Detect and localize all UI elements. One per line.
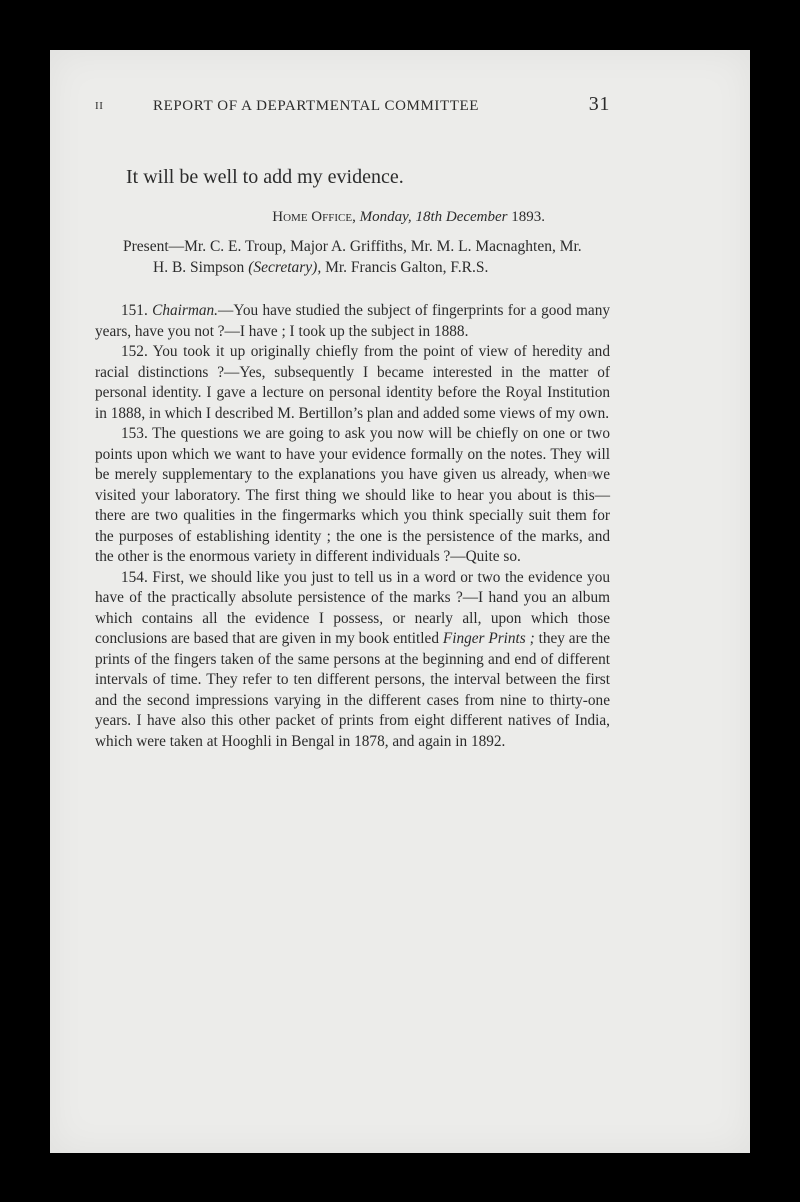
paragraph-text: The questions we are going to ask you now will be chiefly on one or two points upon which we want to have your evidence formally on the notes. They will be merely supplementary to the explanations you have given us already, when we visited your laboratory. The first thing we should like to hear you about is this—there are two qualities in the fingermarks which you think specially suit them for the purposes of establishing identity ; the one is the persistence of the marks, and the other is the enormous variety in different individuals ?—Quite so. <box>95 425 610 565</box>
session-date-ordinal: 18th <box>415 209 443 225</box>
session-month: December <box>445 209 508 225</box>
body-text <box>95 301 610 752</box>
paragraph-154 <box>95 568 610 753</box>
session-line <box>0 209 545 226</box>
running-head <box>95 93 610 117</box>
paragraph-number: 152. <box>121 343 148 360</box>
speaker-label: Chairman. <box>152 302 219 319</box>
paragraph-text: First, we should like you just to tell us in a word or two the evidence you have of the practically absolute persistence of the marks ?—I hand you an album which contains all the evidence I possess, or nearly all, upon which those conclusions are based that are given in my book entitled <box>95 568 610 647</box>
paragraph-number: 151. <box>121 302 148 319</box>
session-place: Home Office, <box>272 209 356 225</box>
present-members-tail: Mr. Francis Galton, F.R.S. <box>325 258 489 276</box>
session-date <box>415 209 507 225</box>
paragraph-number: 154. <box>121 568 148 586</box>
running-title: REPORT OF A DEPARTMENTAL COMMITTEE <box>153 98 480 114</box>
paragraph-153 <box>95 424 610 568</box>
paragraph-number: 153. <box>121 425 148 442</box>
session-year: 1893. <box>511 209 545 225</box>
section-heading: It will be well to add my evidence. <box>126 166 404 188</box>
book-title: Finger Prints ; <box>442 630 535 647</box>
paragraph-text-continued: they are the prints of the fingers taken of the same persons at the beginning and end of different intervals of time. They refer to ten different persons, the interval between the first and the second impressions varying in the different cases from nine to thirty-one years. I have also this other packet of prints from eight different natives of India, which were taken at Hooghli in Bengal in 1878, and again in 1892. <box>95 630 611 750</box>
section-folio: II <box>95 100 104 112</box>
paragraph-151 <box>95 301 610 342</box>
paragraph-152 <box>95 342 610 424</box>
present-list <box>123 237 593 278</box>
paragraph-text: —You have studied the subject of fingerprints for a good many years, have you not ?—I have ; I took up the subject in 1888. <box>95 302 611 340</box>
session-day: Monday, <box>359 209 412 225</box>
present-role: (Secretary), <box>248 258 322 276</box>
page-number: 31 <box>588 93 610 115</box>
present-members: Present—Mr. C. E. Troup, Major A. Griffiths, Mr. M. L. Macnaghten, Mr. H. B. Simpson <box>123 238 582 276</box>
paragraph-text: You took it up originally chiefly from the point of view of heredity and racial distinctions ?—Yes, subsequently I became interested in the matter of personal identity. I gave a lecture on personal identity before the Royal Institution in 1888, in which I described M. Bertillon’s plan and added some views of my own. <box>95 343 610 422</box>
